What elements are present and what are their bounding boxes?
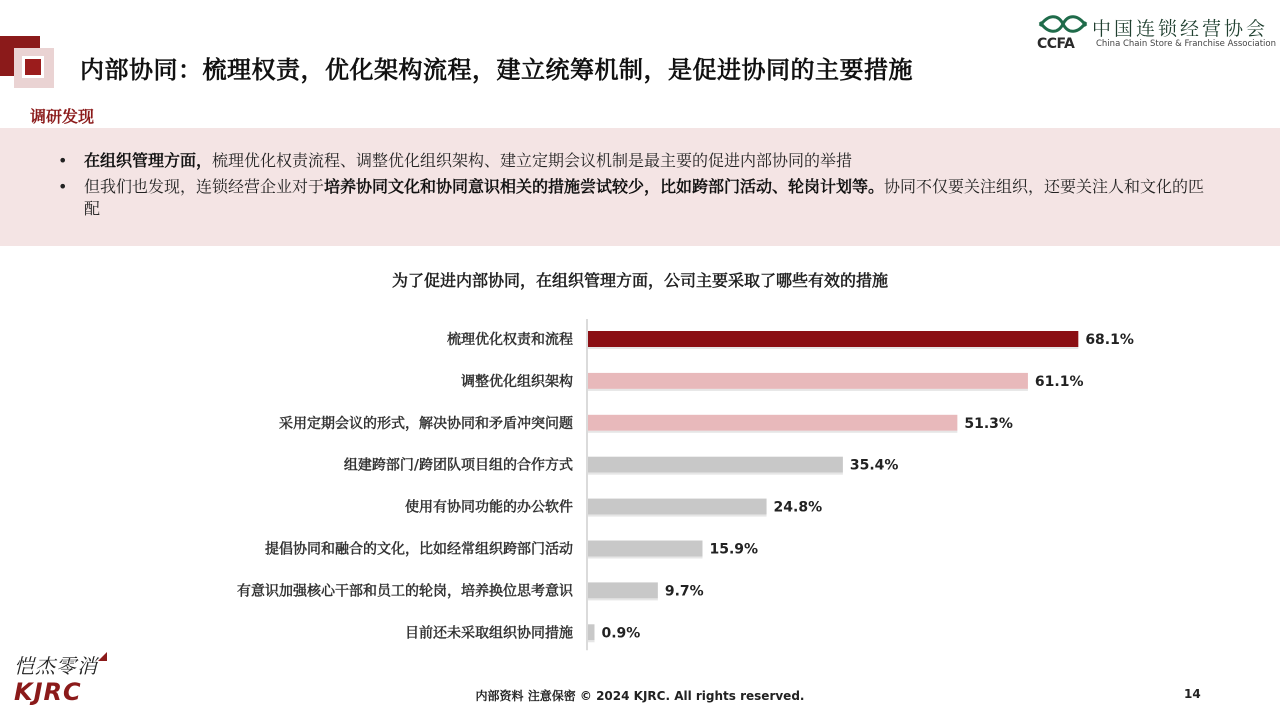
logo-abbreviation: CCFA <box>1037 36 1075 52</box>
category-label: 目前还未采取组织协同措施 <box>405 625 573 642</box>
findings-label: 调研发现 <box>30 107 95 126</box>
bar <box>588 582 658 598</box>
brand-en-name: KJRC <box>14 678 82 706</box>
bar-shadow <box>588 347 1078 349</box>
brand-cn-name: 恺杰零消 <box>14 654 98 678</box>
category-label: 有意识加强核心干部和员工的轮岗，培养换位思考意识 <box>237 583 573 600</box>
bullet-icon: • <box>58 151 68 170</box>
bar <box>588 499 767 515</box>
bar-shadow <box>588 473 843 475</box>
category-label: 提倡协同和融合的文化，比如经常组织跨部门活动 <box>265 541 573 558</box>
finding-item-2 <box>58 176 1220 220</box>
category-label: 调整优化组织架构 <box>461 373 573 390</box>
brand-triangle-icon <box>98 652 107 661</box>
finding-2-bold: 培养协同文化和协同意识相关的措施尝试较少，比如跨部门活动、轮岗计划等。 <box>324 177 885 196</box>
ccfa-logo <box>1036 12 1277 54</box>
bullet-icon: • <box>58 177 68 196</box>
category-label: 梳理优化权责和流程 <box>447 332 573 348</box>
chart-title: 为了促进内部协同，在组织管理方面，公司主要采取了哪些有效的措施 <box>391 271 888 290</box>
value-label: 61.1% <box>1034 373 1084 390</box>
value-label: 15.9% <box>709 541 759 558</box>
bar-shadow <box>588 557 702 559</box>
bar-shadow <box>588 640 594 642</box>
value-label: 35.4% <box>849 457 899 474</box>
bar <box>588 373 1028 389</box>
bar-shadow <box>588 515 767 517</box>
logo-cn-name: 中国连锁经营协会 <box>1092 18 1269 40</box>
bar-shadow <box>588 598 658 600</box>
finding-2-text-after: 协同不仅要关注组织，还要关注人和文化的匹配 <box>84 177 1205 218</box>
bar <box>588 457 843 473</box>
bar-shadow <box>588 389 1028 391</box>
corner-decoration <box>0 36 54 88</box>
bar <box>588 415 957 431</box>
value-label: 68.1% <box>1085 332 1134 348</box>
category-label: 组建跨部门/跨团队项目组的合作方式 <box>343 457 573 474</box>
value-label: 9.7% <box>664 583 704 600</box>
ccfa-emblem-icon <box>1036 12 1090 38</box>
bars-group <box>237 331 1134 642</box>
logo-en-name: China Chain Store & Franchise Association <box>1096 39 1277 49</box>
bar <box>588 624 594 640</box>
category-label: 使用有协同功能的办公软件 <box>405 499 573 516</box>
category-label: 采用定期会议的形式，解决协同和矛盾冲突问题 <box>279 415 573 432</box>
page-number: 14 <box>1184 687 1201 701</box>
value-label: 24.8% <box>773 499 823 516</box>
page-title: 内部协同：梳理权责，优化架构流程，建立统筹机制，是促进协同的主要措施 <box>80 56 913 84</box>
bar-shadow <box>588 431 957 433</box>
finding-2-text-before: 但我们也发现，连锁经营企业对于 <box>84 177 325 196</box>
bar <box>588 541 702 557</box>
finding-item-1 <box>58 150 1220 172</box>
footer-notice: 内部资料 注意保密 © 2024 KJRC. All rights reserved. <box>475 689 805 703</box>
finding-1-text: 梳理优化权责流程、调整优化组织架构、建立定期会议机制是最主要的促进内部协同的举措 <box>212 151 853 170</box>
value-label: 51.3% <box>964 415 1013 432</box>
findings-panel <box>0 128 1280 246</box>
bar-chart <box>0 310 1280 655</box>
bar <box>588 331 1078 347</box>
finding-1-bold: 在组织管理方面， <box>84 151 213 170</box>
value-label: 0.9% <box>601 625 641 642</box>
